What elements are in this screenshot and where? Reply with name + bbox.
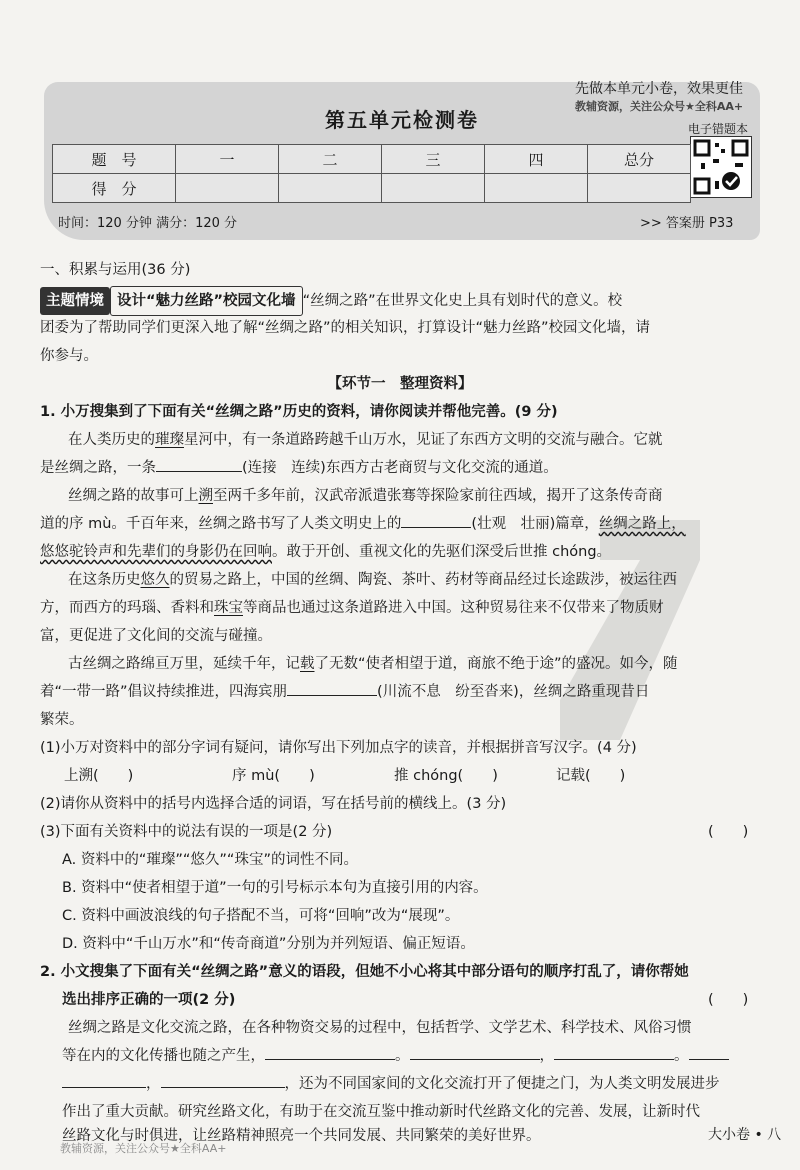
col-header: 一 [176,145,279,174]
q1-para: 道的序 mù。千百年来，丝绸之路书写了人类文明史上的 (壮观 壮丽)篇章，丝绸之路上， [40,510,686,538]
theme-tag: 主题情境 [40,287,110,315]
q2-para: 等在内的文化传播也随之产生， 。 ， 。 [62,1042,762,1070]
q1-sub3: (3)下面有关资料中的说法有误的一项是(2 分) [40,824,333,840]
option-b: B. 资料中“使者相望于道”一句的引号标示本句为直接引用的内容。 [62,880,488,896]
page-title: 第五单元检测卷 [325,108,479,132]
intro-text: “丝绸之路”在世界文化史上具有划时代的意义。校 [302,293,623,309]
qr-code-icon[interactable] [690,136,752,198]
theme-name: 设计“魅力丝路”校园文化墙 [110,286,303,316]
q1-para: 着“一带一路”倡议持续推进，四海宾朋 (川流不息 纷至沓来)，丝绸之路重现昔日 [40,678,649,706]
underlined-word: 悠久 [140,572,170,588]
sub1-item[interactable]: 序 mù( ) [232,768,315,784]
sentence-blank[interactable] [265,1043,395,1060]
q1-sub2: (2)请你从资料中的括号内选择合适的词语，写在括号前的横线上。(3 分) [40,796,507,812]
sub1-item[interactable]: 记载( ) [556,768,626,784]
sub1-item[interactable]: 推 chóng( ) [394,768,498,784]
intro-text: 你参与。 [40,348,98,364]
q1-para: 悠悠驼铃声和先辈们的身影仍在回响。敢于开创、重视文化的先驱们深受后世推 chóng。 [40,544,612,560]
score-cell[interactable] [279,174,382,203]
page-number: 大小卷 • 八 [708,1127,782,1143]
wavy-sentence: 丝绸之路上， [598,516,686,532]
q1-para: 繁荣。 [40,712,84,728]
footer-promo: 教辅资源，关注公众号★全科AA+ [60,1142,227,1155]
q1-sub1: (1)小万对资料中的部分字词有疑问，请你写出下列加点字的读音，并根据拼音写汉字。(4 分) [40,740,637,756]
fill-blank[interactable] [156,455,242,472]
option-d: D. 资料中“千山万水”和“传奇商道”分别为并列短语、偏正短语。 [62,936,475,952]
promo-line-2: 教辅资源，关注公众号★全科AA+ [575,100,744,113]
answer-reference: >> 答案册 P33 [640,216,734,231]
sentence-blank[interactable] [410,1043,540,1060]
underlined-word: 珠宝 [214,600,243,616]
sub1-item[interactable]: 上溯( ) [64,768,134,784]
theme-intro [40,286,764,316]
score-cell[interactable] [176,174,279,203]
col-header: 二 [279,145,382,174]
q1-para: 古丝绸之路绵亘万里，延续千年，记载了无数“使者相望于道，商旅不绝于途”的盛况。如今，随 [68,656,678,672]
q1-para: 方，而西方的玛瑙、香料和珠宝等商品也通过这条道路进入中国。这种贸易往来不仅带来了物质财 [40,600,664,616]
fill-blank[interactable] [287,679,377,696]
dotted-word: 璀璨 [155,432,184,448]
q2-para: 丝绸之路是文化交流之路，在各种物资交易的过程中，包括哲学、文学艺术、科学技术、风俗习惯 [68,1020,692,1036]
q1-para: 丝绸之路的故事可上溯至两千多年前，汉武帝派遣张骞等探险家前往西域，揭开了这条传奇商 [68,488,663,504]
col-header: 总分 [588,145,691,174]
q1-para: 在这条历史悠久的贸易之路上，中国的丝绸、陶瓷、茶叶、药材等商品经过长途跋涉，被运往西 [68,572,677,588]
answer-paren[interactable]: ( ) [708,824,749,840]
dotted-word: 溯 [198,488,213,504]
option-a: A. 资料中的“璀璨”“悠久”“珠宝”的词性不同。 [62,852,358,868]
link-title: 【环节一 整理资料】 [327,376,473,392]
score-table [52,144,691,203]
answer-paren[interactable]: ( ) [708,992,749,1008]
q2-stem: 选出排序正确的一项(2 分) [62,992,236,1008]
col-header: 三 [382,145,485,174]
intro-text: 团委为了帮助同学们更深入地了解“丝绸之路”的相关知识，打算设计“魅力丝路”校园文化墙，请 [40,320,651,336]
promo-line-1: 先做本单元小卷，效果更佳 [575,81,743,97]
sentence-blank[interactable] [62,1071,146,1088]
option-c: C. 资料中画波浪线的句子搭配不当，可将“回响”改为“展现”。 [62,908,460,924]
fill-blank[interactable] [401,511,471,528]
sentence-blank[interactable] [554,1043,674,1060]
sentence-blank[interactable] [689,1043,729,1060]
q2-stem: 2. 小文搜集了下面有关“丝绸之路”意义的语段，但她不小心将其中部分语句的顺序打乱了，请你帮她 [40,964,689,980]
q1-para: 富，更促进了文化间的交流与碰撞。 [40,628,272,644]
row-label-question: 题 号 [53,145,176,174]
col-header: 四 [485,145,588,174]
score-cell[interactable] [588,174,691,203]
section-title: 一、积累与运用(36 分) [40,262,191,278]
wavy-sentence: 悠悠驼铃声和先辈们的身影仍在回响 [40,544,272,560]
qr-label: 电子错题本 [688,122,749,136]
score-cell[interactable] [382,174,485,203]
dotted-word: 载 [300,656,315,672]
q1-para: 是丝绸之路，一条 (连接 连续)东西方古老商贸与文化交流的通道。 [40,454,558,482]
q1-stem: 1. 小万搜集到了下面有关“丝绸之路”历史的资料，请你阅读并帮他完善。(9 分) [40,404,558,420]
score-cell[interactable] [485,174,588,203]
sentence-blank[interactable] [161,1071,285,1088]
q2-para: ， ，还为不同国家间的文化交流打开了便捷之门，为人类文明发展进步 [62,1070,720,1098]
q1-para: 在人类历史的璀璨星河中，有一条道路跨越千山万水，见证了东西方文明的交流与融合。它就 [68,432,663,448]
time-info: 时间：120 分钟 满分：120 分 [58,216,238,231]
q2-para: 作出了重大贡献。研究丝路文化，有助于在交流互鉴中推动新时代丝路文化的完善、发展，让新时代 [62,1104,700,1120]
q2-para: 丝路文化与时俱进，让丝路精神照亮一个共同发展、共同繁荣的美好世界。 [62,1128,541,1144]
row-label-score: 得 分 [53,174,176,203]
